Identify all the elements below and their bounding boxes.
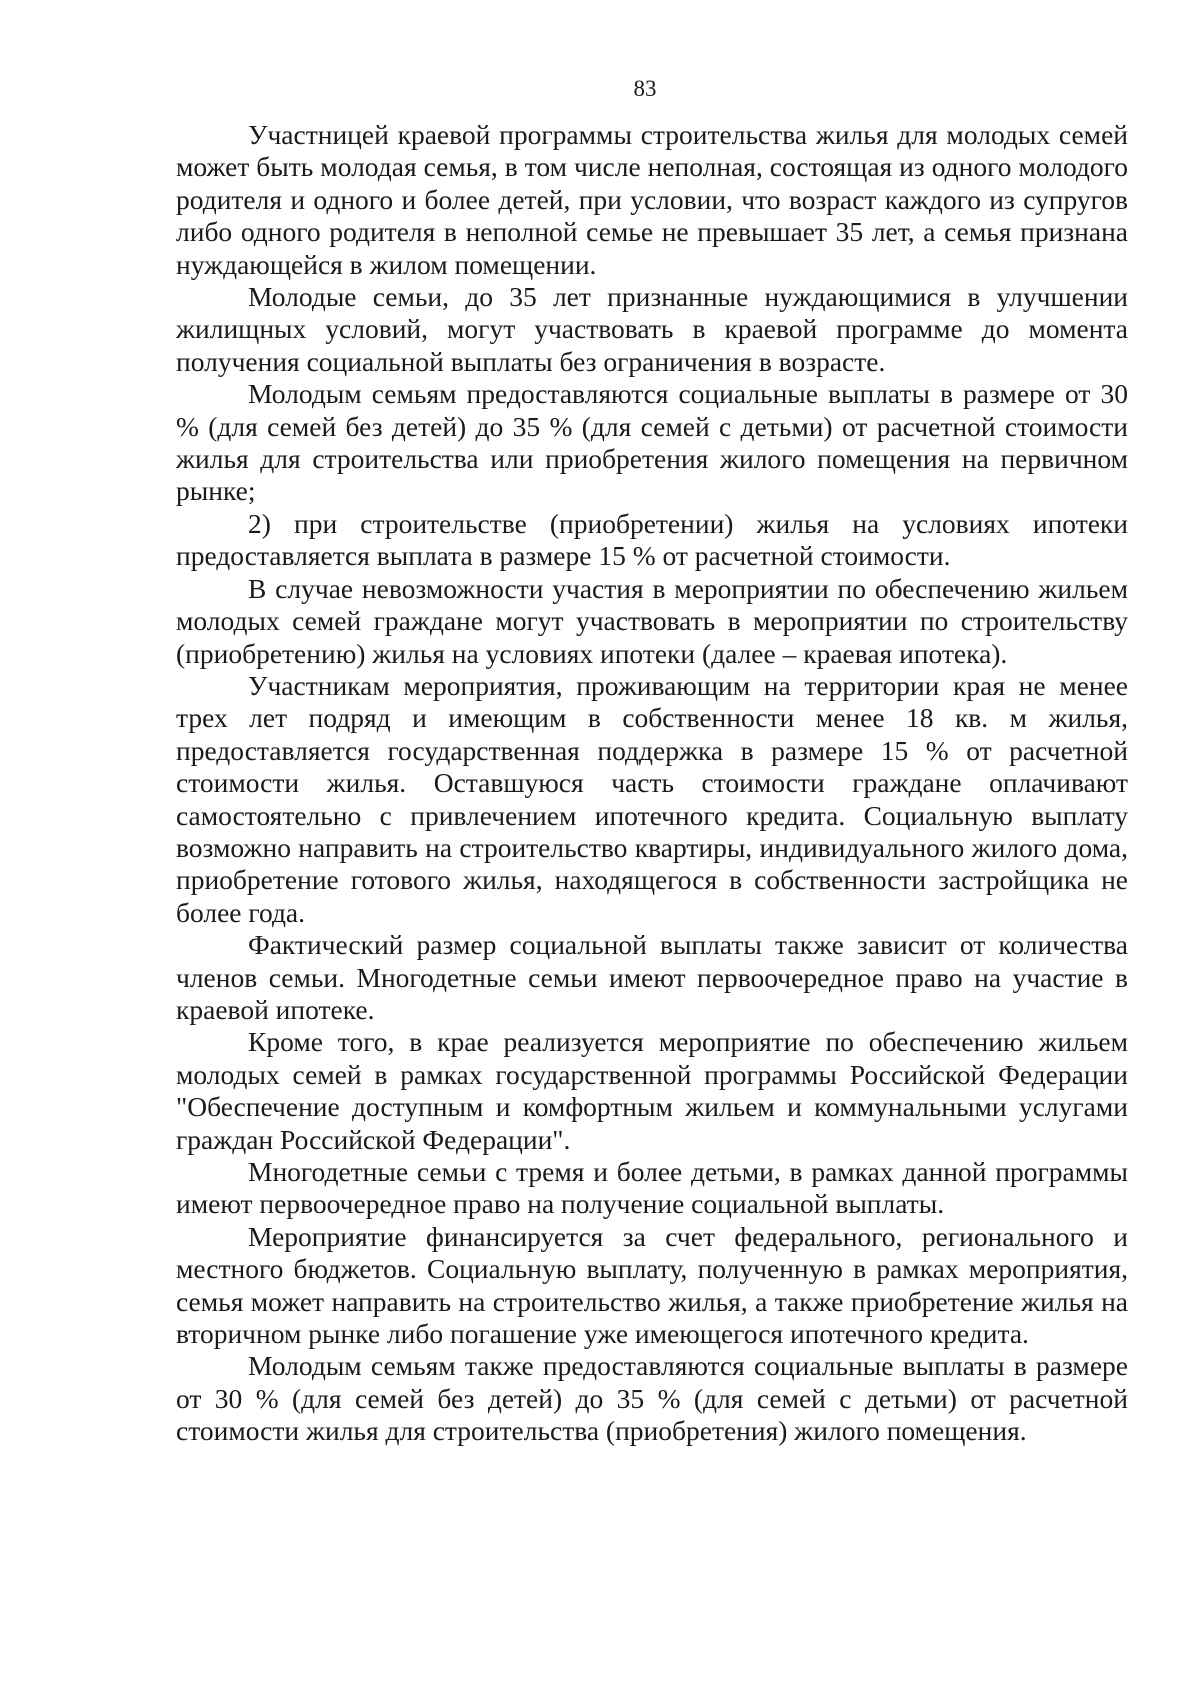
paragraph: Участницей краевой программы строительства жилья для молодых семей может быть молодая семья, в том числе неполная, состоящая из одного молодого родителя и одного и более детей, при условии, что возраст каждого из супругов либо одного родителя в неполной семье не превышает 35 лет, а семья признана нуждающейся в жилом помещении. <box>176 119 1128 280</box>
paragraph: Кроме того, в крае реализуется мероприятие по обеспечению жильем молодых семей в рамках государственной программы Российской Федерации "Обеспечение доступным и комфортным жильем и коммунальными услугами граждан Российской Федерации". <box>176 1026 1128 1155</box>
paragraph: Мероприятие финансируется за счет федерального, регионального и местного бюджетов. Социальную выплату, полученную в рамках мероприятия, семья может направить на строительство жилья, а также приобретение жилья на вторичном рынке либо погашение уже имеющегося ипотечного кредита. <box>176 1220 1128 1350</box>
paragraph: Участникам мероприятия, проживающим на территории края не менее трех лет подряд и имеющим в собственности менее 18 кв. м жилья, предоставляется государственная поддержка в размере 15 % от расчетной стоимости жилья. Оставшуюся часть стоимости граждане оплачивают самостоятельно с привлечением ипотечного кредита. Социальную выплату возможно направить на строительство квартиры, индивидуального жилого дома, приобретение готового жилья, находящегося в собственности застройщика не более года. <box>176 669 1128 928</box>
paragraph: Фактический размер социальной выплаты также зависит от количества членов семьи. Многодетные семьи имеют первоочередное право на участие в краевой ипотеке. <box>176 929 1128 1025</box>
paragraph: Молодым семьям также предоставляются социальные выплаты в размере от 30 % (для семей без детей) до 35 % (для семей с детьми) от расчетной стоимости жилья для строительства (приобретения) жилого помещения. <box>176 1350 1128 1447</box>
paragraph: Молодые семьи, до 35 лет признанные нуждающимися в улучшении жилищных условий, могут участвовать в краевой программе до момента получения социальной выплаты без ограничения в возрасте. <box>176 281 1128 377</box>
document-body <box>176 119 1128 1448</box>
page-number: 83 <box>633 76 657 101</box>
paragraph: Молодым семьям предоставляются социальные выплаты в размере от 30 % (для семей без детей) до 35 % (для семей с детьми) от расчетной стоимости жилья для строительства или приобретения жилого помещения на первичном рынке; <box>176 378 1128 507</box>
paragraph: Многодетные семьи с тремя и более детьми, в рамках данной программы имеют первоочередное право на получение социальной выплаты. <box>176 1156 1128 1220</box>
paragraph: В случае невозможности участия в мероприятии по обеспечению жильем молодых семей граждане могут участвовать в мероприятии по строительству (приобретению) жилья на условиях ипотеки (далее – краевая ипотека). <box>176 572 1128 669</box>
paragraph: 2) при строительстве (приобретении) жилья на условиях ипотеки предоставляется выплата в размере 15 % от расчетной стоимости. <box>176 507 1128 572</box>
